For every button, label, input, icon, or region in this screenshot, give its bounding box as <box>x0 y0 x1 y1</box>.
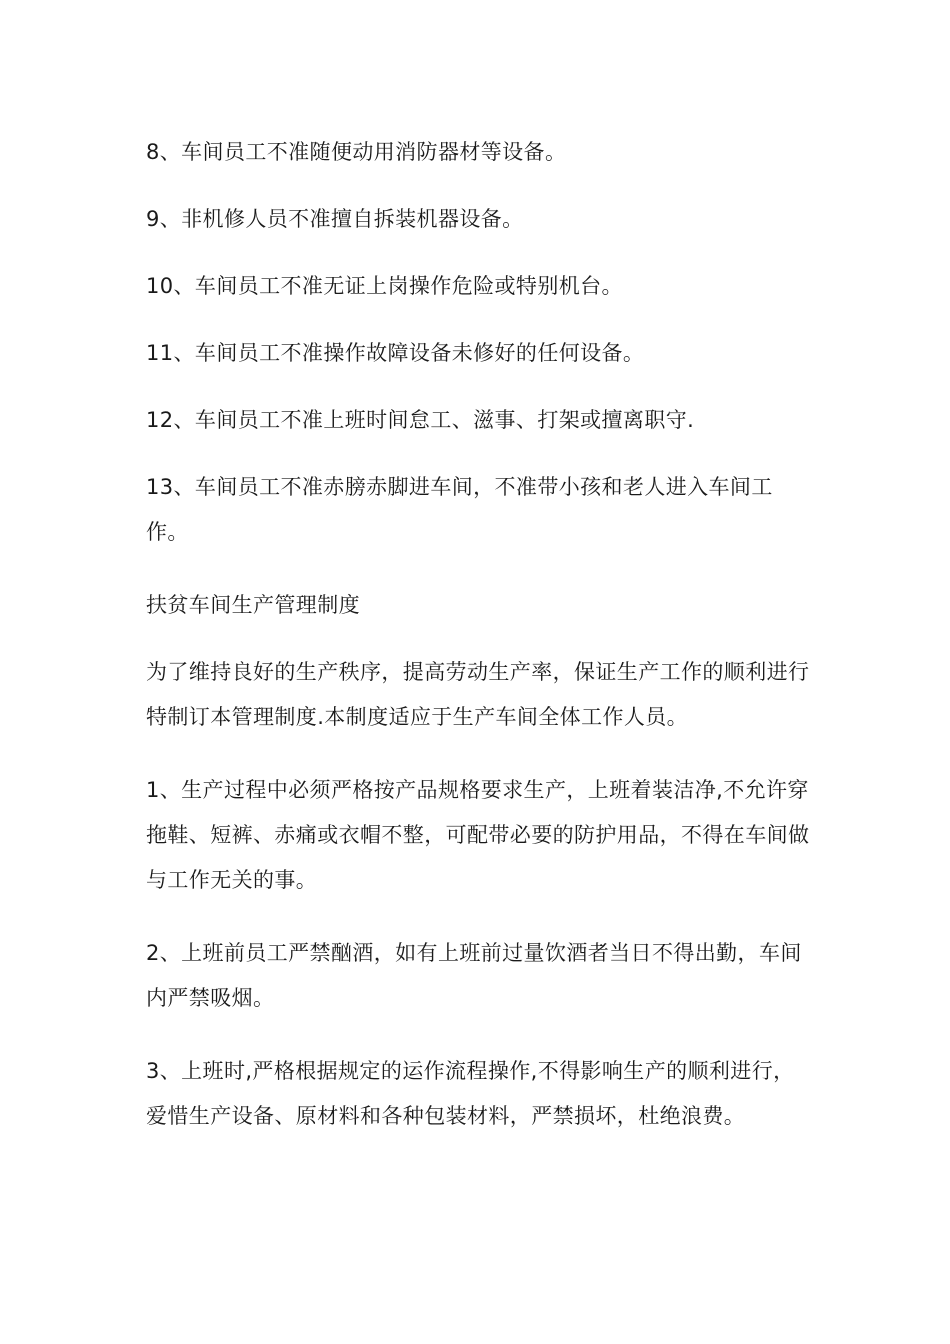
rule-item-10: 10、车间员工不准无证上岗操作危险或特别机台。 <box>146 274 623 298</box>
rule-item-8: 8、车间员工不准随便动用消防器材等设备。 <box>146 140 567 164</box>
rule-item-13: 13、车间员工不准赤膀赤脚进车间，不准带小孩和老人进入车间工作。 <box>146 475 773 544</box>
document-body <box>146 130 814 1167</box>
regulation-item-1: 1、生产过程中必须严格按产品规格要求生产，上班着装洁净,不允许穿拖鞋、短裤、赤痛或衣帽不整，可配带必要的防护用品，不得在车间做与工作无关的事。 <box>146 778 810 892</box>
rule-item-11: 11、车间员工不准操作故障设备未修好的任何设备。 <box>146 341 645 365</box>
intro-paragraph: 为了维持良好的生产秩序，提高劳动生产率，保证生产工作的顺利进行特制订本管理制度.本制度适应于生产车间全体工作人员。 <box>146 660 810 729</box>
rule-item-12: 12、车间员工不准上班时间怠工、滋事、打架或擅离职守. <box>146 408 695 432</box>
regulation-item-2: 2、上班前员工严禁酗酒，如有上班前过量饮酒者当日不得出勤，车间内严禁吸烟。 <box>146 941 802 1010</box>
regulation-item-3: 3、上班时,严格根据规定的运作流程操作,不得影响生产的顺利进行，爱惜生产设备、原材料和各种包装材料，严禁损坏，杜绝浪费。 <box>146 1059 795 1128</box>
rule-item-9: 9、非机修人员不准擅自拆装机器设备。 <box>146 207 524 231</box>
section-heading: 扶贫车间生产管理制度 <box>146 593 360 617</box>
